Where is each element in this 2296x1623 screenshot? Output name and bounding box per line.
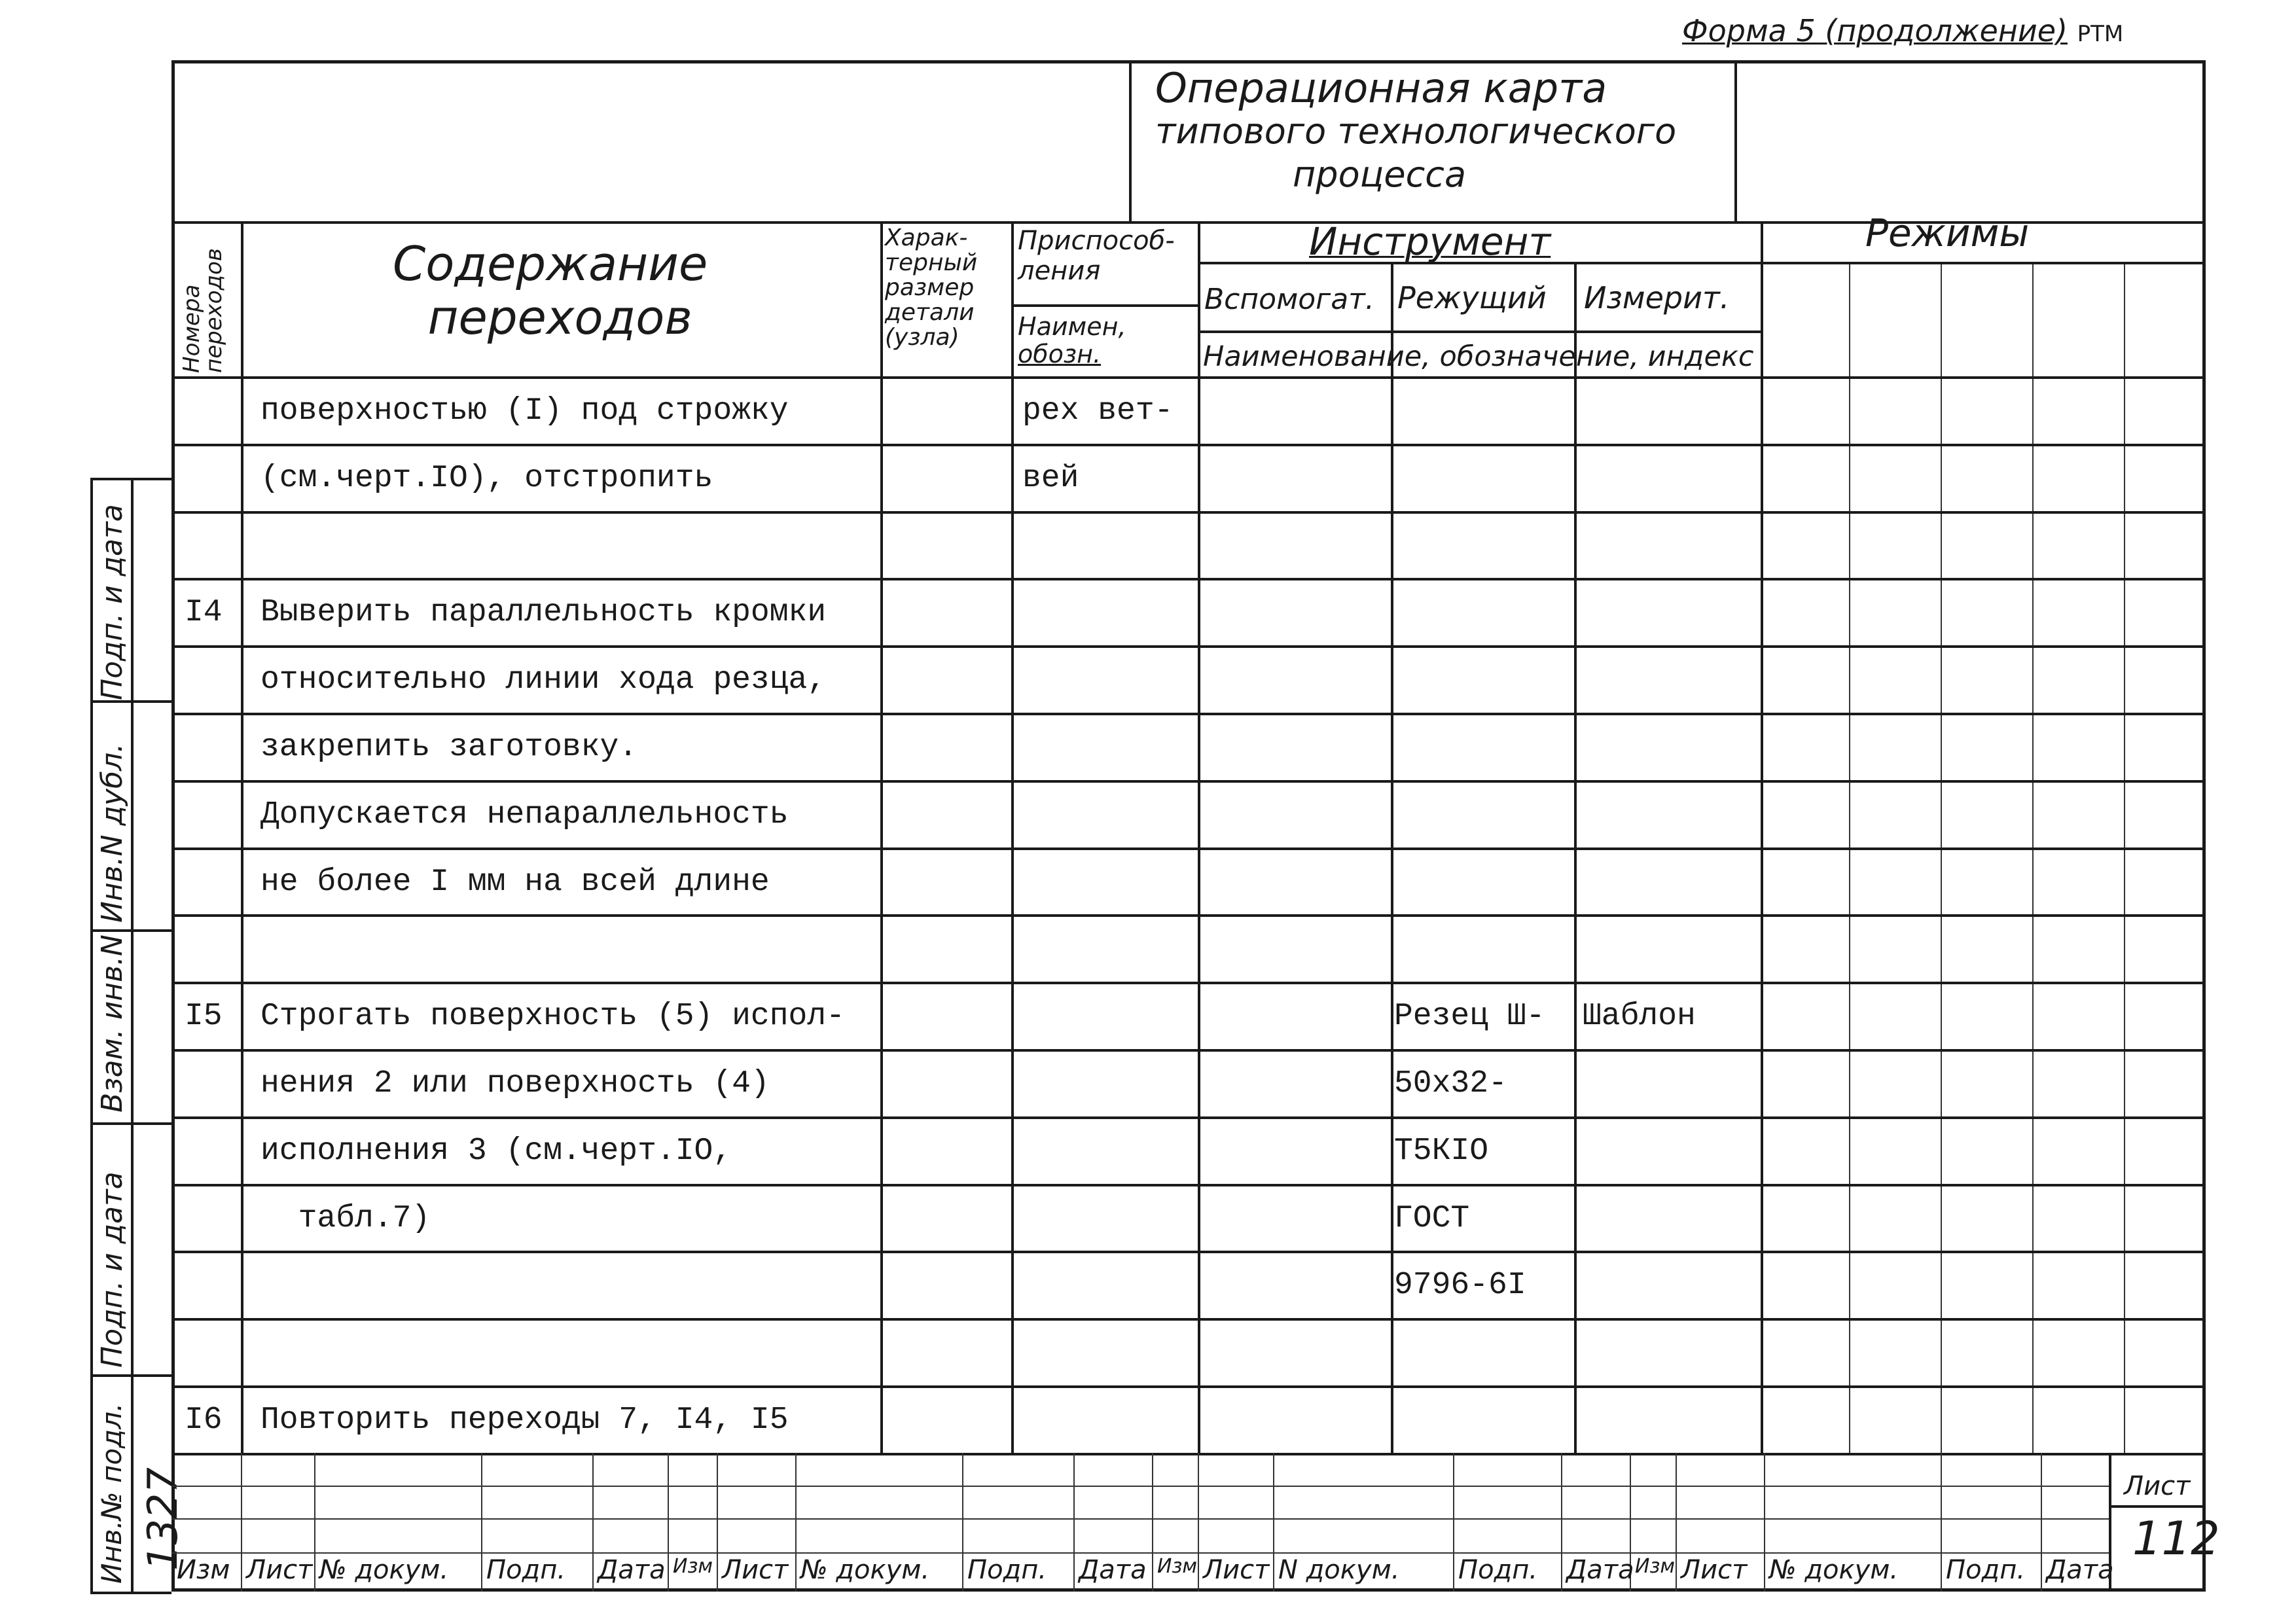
row-cutting-tool: ГОСТ (1394, 1201, 1470, 1236)
side-stamp-sign-date-1: Подп. и дата (96, 504, 129, 700)
size-col-header-line-2: терный (885, 249, 978, 276)
row-cutting-tool: Резец Ш- (1394, 999, 1545, 1034)
numbers-col-header-line-1: Номера (179, 284, 205, 373)
row-measuring-tool: Шаблон (1583, 999, 1696, 1034)
side-stamp-replace-inv: Взам. инв.N (96, 935, 129, 1113)
revision-label: Дата (2046, 1555, 2114, 1585)
row-content: табл.7) (260, 1201, 431, 1236)
revision-label: № докум. (1769, 1555, 1899, 1585)
revision-label: Дата (598, 1555, 666, 1585)
size-col-header-line-5: (узла) (885, 324, 960, 351)
row-content: Строгать поверхность (5) испол- (260, 999, 845, 1034)
revision-label: N докум. (1278, 1555, 1400, 1585)
row-cutting-tool: 50х32- (1394, 1066, 1507, 1101)
revision-label: Лист (1681, 1555, 1748, 1585)
fixtures-col-header-line-1: Приспособ- (1018, 226, 1175, 256)
row-content: Допускается непараллельность (260, 797, 789, 832)
row-content: не более I мм на всей длине (260, 865, 770, 900)
row-number: I6 (185, 1402, 223, 1438)
row-cutting-tool: Т5КIO (1394, 1133, 1489, 1169)
numbers-col-header-line-2: переходов (201, 248, 227, 373)
content-col-header-line-2: переходов (427, 290, 692, 345)
side-stamp-orig-inv: Инв.№ подл. (96, 1402, 128, 1584)
tool-meas-header: Измерит. (1584, 280, 1730, 315)
card-title (1155, 64, 1677, 196)
tool-header (1309, 219, 1551, 264)
fixtures-sub-header-line-2: обозн. (1018, 340, 1102, 368)
revision-label: Подп. (486, 1555, 566, 1585)
size-col-header-line-4: детали (885, 299, 975, 326)
row-content: исполнения 3 (см.черт.IO, (260, 1133, 732, 1169)
sheet-number: 112 (2132, 1512, 2220, 1565)
row-content: поверхностью (I) под строжку (260, 393, 789, 429)
form-code: РТМ (2077, 21, 2124, 47)
row-content: (см.черт.IO), отстропить (260, 461, 713, 496)
side-stamp-sign-date-2: Подп. и дата (96, 1171, 129, 1368)
revision-label: Дата (1079, 1555, 1147, 1585)
tool-aux-header: Вспомогат. (1204, 283, 1374, 316)
row-content: Повторить переходы 7, I4, I5 (260, 1402, 789, 1438)
row-content: закрепить заготовку. (260, 730, 638, 765)
tool-header-text: Инструмент (1309, 219, 1551, 264)
fixtures-col-header (1018, 226, 1175, 286)
revision-label: Изм (673, 1555, 713, 1578)
card-title-line-3: процесса (1293, 154, 1467, 195)
size-col-header-line-1: Харак- (885, 224, 968, 251)
numbers-col-header (181, 248, 225, 373)
row-cutting-tool: 9796-6I (1394, 1268, 1526, 1303)
size-col-header (885, 226, 977, 350)
sheet-label: Лист (2124, 1471, 2191, 1501)
row-content: относительно линии хода резца, (260, 662, 827, 698)
card-title-line-2: типового технологического (1155, 111, 1677, 152)
revision-label: № докум. (319, 1555, 449, 1585)
revision-label: № докум. (800, 1555, 930, 1585)
fixtures-sub-header (1018, 313, 1126, 368)
row-number: I4 (185, 595, 223, 630)
tool-cut-header: Режущий (1397, 280, 1547, 315)
revision-label: Подп. (1946, 1555, 2026, 1585)
revision-label: Подп. (967, 1555, 1047, 1585)
revision-label: Лист (722, 1555, 789, 1585)
row-content: Выверить параллельность кромки (260, 595, 827, 630)
row-fixture: рех вет- (1022, 393, 1174, 429)
form-label (1682, 13, 2123, 48)
content-col-header (393, 237, 708, 344)
tool-desc-header: Наименование, обозначение, индекс (1203, 340, 1754, 373)
revision-label: Лист (246, 1555, 313, 1585)
form-label-text: Форма 5 (продолжение) (1682, 13, 2068, 48)
revision-label: Изм (177, 1555, 230, 1585)
revision-label: Лист (1203, 1555, 1270, 1585)
row-number: I5 (185, 999, 223, 1034)
inv-number: 1327 (139, 1467, 187, 1571)
row-content: нения 2 или поверхность (4) (260, 1066, 770, 1101)
row-fixture: вей (1022, 461, 1079, 496)
modes-header: Режимы (1865, 211, 2030, 255)
size-col-header-line-3: размер (885, 274, 975, 301)
fixtures-col-header-line-2: ления (1018, 256, 1101, 286)
revision-label: Изм (1157, 1555, 1198, 1578)
fixtures-sub-header-line-1: Наимен, (1018, 312, 1126, 341)
card-title-line-1: Операционная карта (1155, 64, 1607, 112)
revision-label: Изм (1635, 1555, 1676, 1578)
revision-label: Дата (1566, 1555, 1634, 1585)
content-col-header-line-1: Содержание (393, 236, 708, 291)
side-stamp-dup-inv: Инв.N дубл. (96, 743, 129, 923)
revision-label: Подп. (1458, 1555, 1538, 1585)
